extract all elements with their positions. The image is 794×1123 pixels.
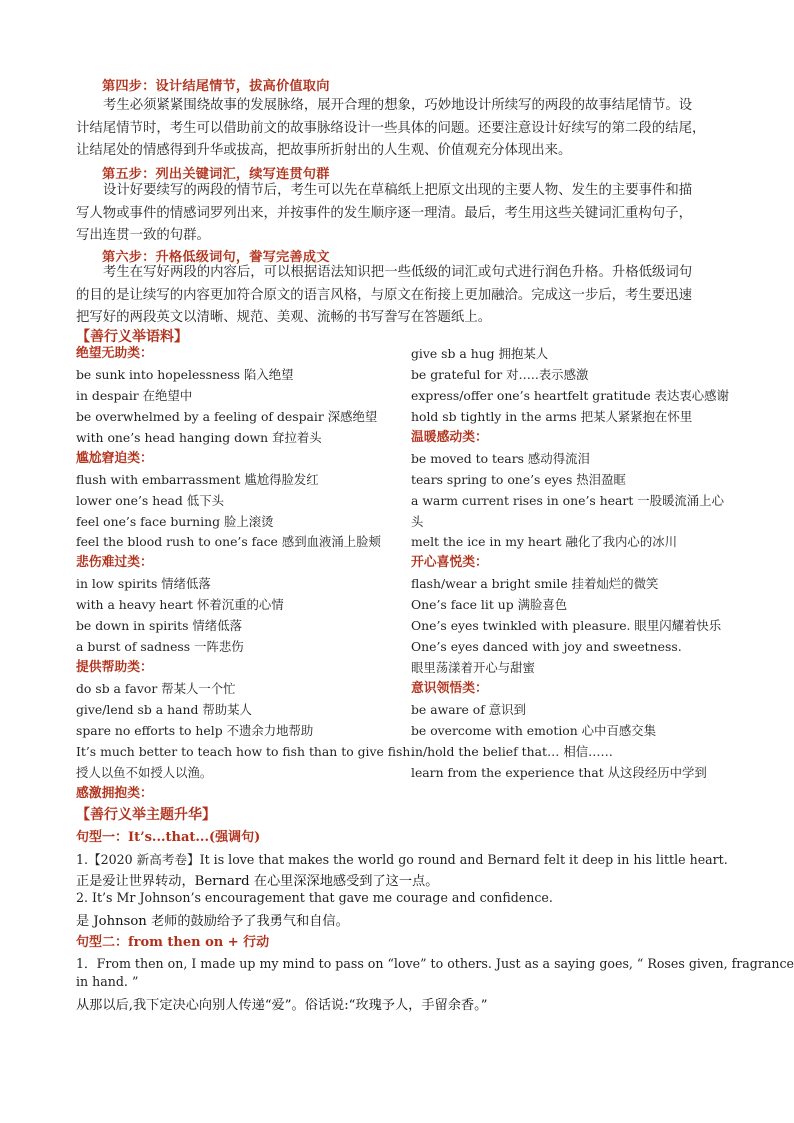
- example-three-english-line2: in hand. ”: [76, 974, 139, 989]
- corpus-entry: be down in spirits 情绪低落: [76, 618, 242, 634]
- paragraph-line: 考生必须紧紧围绕故事的发展脉络，展开合理的想象，巧妙地设计所续写的两段的故事结尾情节。设: [103, 98, 693, 113]
- corpus-entry: learn from the experience that 从这段经历中学到: [411, 764, 707, 780]
- corpus-entry: One’s eyes danced with joy and sweetness.: [411, 639, 682, 655]
- corpus-entry: be grateful for 对…..表示感激: [411, 366, 589, 382]
- step-four-title: 第四步：设计结尾情节，拔高价值取向: [102, 79, 330, 94]
- corpus-left-column: [76, 344, 414, 805]
- example-three-english-line1: 1．From then on, I made up my mind to pass on “love” to others. Just as a saying goes, “ Roses given, fragrance: [76, 956, 794, 971]
- corpus-entry: flash/wear a bright smile 挂着灿烂的微笑: [411, 576, 659, 592]
- corpus-entry: a burst of sadness 一阵悲伤: [76, 639, 244, 655]
- corpus-right-column: [411, 344, 729, 784]
- step-six-title: 第六步：升格低级词句，誊写完善成文: [102, 250, 330, 265]
- corpus-heading: 【善行义举语料】: [76, 329, 188, 345]
- corpus-entry: 眼里荡漾着开心与甜蜜: [411, 660, 535, 676]
- paragraph-line: 考生在写好两段的内容后，可以根据语法知识把一些低级的词汇或句式进行润色升格。升格低级词句: [103, 265, 693, 280]
- corpus-entry: spare no efforts to help 不遗余力地帮助: [76, 722, 314, 738]
- corpus-entry: feel one’s face burning 脸上滚烫: [76, 513, 274, 529]
- step-five-paragraph: [76, 180, 726, 248]
- pattern-two-title: 句型二：from then on + 行动: [76, 935, 270, 950]
- corpus-entry: be overwhelmed by a feeling of despair 深感绝望: [76, 408, 378, 424]
- corpus-entry: with one’s head hanging down 耷拉着头: [76, 429, 322, 445]
- corpus-entry: in low spirits 情绪低落: [76, 576, 211, 592]
- example-one-chinese: 正是爱让世界转动，Bernard 在心里深深地感受到了这一点。: [76, 874, 439, 889]
- step-five-title: 第五步：列出关键词汇，续写连贯句群: [102, 167, 330, 182]
- step-six-paragraph: [76, 262, 726, 330]
- corpus-entry: 授人以鱼不如授人以渔。: [76, 764, 213, 780]
- corpus-category: 尴尬窘迫类：: [76, 450, 153, 466]
- paragraph-line: 的目的是让续写的内容更加符合原文的语言风格，与原文在衔接上更加融洽。完成这一步后，考生要迅速: [76, 287, 692, 303]
- example-three-chinese: 从那以后,我下定决心向别人传递“爱”。俗话说:“玫瑰予人，手留余香。”: [76, 998, 488, 1013]
- corpus-entry: melt the ice in my heart 融化了我内心的冰川: [411, 534, 677, 550]
- corpus-entry: be sunk into hopelessness 陷入绝望: [76, 366, 294, 382]
- corpus-entry: with a heavy heart 怀着沉重的心情: [76, 597, 284, 613]
- corpus-category: 感激拥抱类：: [76, 785, 153, 801]
- corpus-entry: in/hold the belief that… 相信……: [411, 743, 613, 759]
- corpus-entry: in despair 在绝望中: [76, 387, 193, 403]
- corpus-entry: One’s eyes twinkled with pleasure. 眼里闪耀着快乐: [411, 618, 722, 634]
- corpus-entry: a warm current rises in one’s heart 一股暖流涌上心: [411, 492, 724, 508]
- corpus-category: 意识领悟类：: [411, 681, 488, 696]
- pattern-one-title: 句型一：It’s...that...(强调句): [76, 830, 261, 845]
- corpus-category: 绝望无助类：: [76, 346, 153, 361]
- themes-heading: 【善行义举主题升华】: [76, 807, 216, 823]
- corpus-entry: 头: [411, 513, 424, 529]
- example-two-chinese: 是 Johnson 老师的鼓励给予了我勇气和自信。: [76, 914, 349, 929]
- paragraph-line: 写人物或事件的情感词罗列出来，并按事件的发生顺序逐一理清。最后，考生用这些关键词汇重构句子，: [76, 205, 692, 221]
- corpus-entry: give sb a hug 拥抱某人: [411, 346, 549, 361]
- corpus-category: 悲伤难过类：: [76, 555, 153, 571]
- paragraph-line: 计结尾情节时，考生可以借助前文的故事脉络设计一些具体的问题。还要注意设计好续写的第二段的结尾，: [76, 120, 706, 136]
- corpus-category: 提供帮助类：: [76, 660, 153, 676]
- corpus-entry: One’s face lit up 满脸喜色: [411, 597, 568, 613]
- corpus-entry: be moved to tears 感动得流泪: [411, 450, 590, 466]
- corpus-category: 开心喜悦类：: [411, 555, 488, 571]
- paragraph-line: 设计好要续写的两段的情节后，考生可以先在草稿纸上把原文出现的主要人物、发生的主要事件和描: [103, 183, 693, 198]
- paragraph-line: 让结尾处的情感得到升华或拔高，把故事所折射出的人生观、价值观充分体现出来。: [76, 143, 572, 159]
- example-one-english: 1.【2020 新高考卷】It is love that makes the world go round and Bernard felt it deep in his little heart.: [76, 852, 728, 867]
- corpus-entry: give/lend sb a hand 帮助某人: [76, 701, 252, 717]
- corpus-entry: do sb a favor 帮某人一个忙: [76, 681, 236, 696]
- corpus-entry: flush with embarrassment 尴尬得脸发红: [76, 471, 319, 487]
- paragraph-line: 写出连贯一致的句群。: [76, 228, 210, 244]
- corpus-entry: lower one’s head 低下头: [76, 492, 224, 508]
- corpus-entry: express/offer one’s heartfelt gratitude 表达衷心感谢: [411, 387, 729, 403]
- corpus-entry: hold sb tightly in the arms 把某人紧紧抱在怀里: [411, 408, 693, 424]
- corpus-category: 温暖感动类：: [411, 429, 488, 445]
- corpus-entry: It’s much better to teach how to fish than to give fish.: [76, 743, 415, 759]
- corpus-entry: tears spring to one’s eyes 热泪盈眶: [411, 471, 626, 487]
- corpus-entry: feel the blood rush to one’s face 感到血液涌上脸颊: [76, 534, 381, 550]
- corpus-entry: be aware of 意识到: [411, 701, 526, 717]
- paragraph-line: 把写好的两段英文以清晰、规范、美观、流畅的书写誊写在答题纸上。: [76, 310, 492, 326]
- example-two-english: 2. It’s Mr Johnson’s encouragement that gave me courage and confidence.: [76, 890, 553, 905]
- corpus-entry: be overcome with emotion 心中百感交集: [411, 722, 657, 738]
- step-four-paragraph: [76, 95, 726, 163]
